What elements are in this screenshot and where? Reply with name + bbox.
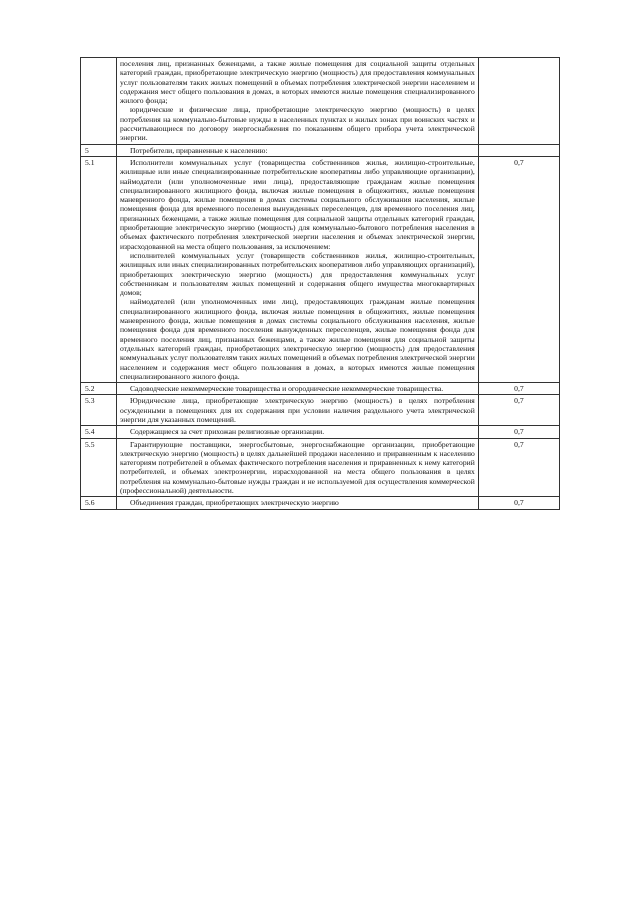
description-paragraph: Содержащиеся за счет прихожан религиозные организации. (129, 427, 325, 437)
description-paragraph: Потребители, приравненные к населению: (129, 145, 268, 155)
row-number: 5.4 (81, 426, 117, 438)
description-paragraph: юридические и физические лица, приобретающие электрическую энергию (мощность) в целях потребления на коммунально-бытовые нужды в населенных пунктах и жилых зонах при воинских частях и рассчитывающиеся по договору энергоснабжения по показаниям общего прибора учета электрической энергии. (119, 105, 475, 143)
row-description (116, 144, 478, 156)
description-paragraph: Юридические лица, приобретающие электрическую энергию (мощность) в целях потребления осужденными в помещениях для их содержания при условии наличия раздельного учета электрической энергии для указанных помещений. (119, 396, 475, 424)
description-paragraph: Исполнители коммунальных услуг (товарищества собственников жилья, жилищно-строительные, жилищные или иные специализированные потребительские кооперативы либо управляющие организации), наймодатели (или уполномоченные ими лица), предоставляющие гражданам жилые помещения специализированного жилищного фонда, включая жилые помещения в общежитиях, жилые помещения маневренного фонда, жилые помещения в домах системы социального обслуживания населения, жилые помещения фонда для временного поселения вынужденных переселенцев, для временного поселения лиц, признанных беженцами, а также жилые помещения для социальной защиты отдельных категорий граждан, приобретающие электрическую энергию (мощность) для коммунально-бытового потребления населения в объемах фактического потребления электрической энергии населения и объемах электрической энергии, израсходованной на места общего пользования, за исключением: (119, 157, 475, 251)
table-row (81, 497, 560, 509)
tariff-table (80, 57, 560, 510)
row-coefficient: 0,7 (478, 156, 559, 382)
table-row (81, 383, 560, 395)
table-row (81, 144, 560, 156)
row-coefficient: 0,7 (478, 426, 559, 438)
table-row (81, 58, 560, 145)
row-description (116, 383, 478, 395)
row-description (116, 426, 478, 438)
table-row (81, 395, 560, 426)
row-description (116, 497, 478, 509)
row-number: 5.6 (81, 497, 117, 509)
row-number: 5 (81, 144, 117, 156)
row-coefficient (478, 144, 559, 156)
row-coefficient (478, 58, 559, 145)
row-coefficient: 0,7 (478, 395, 559, 426)
row-number (81, 58, 117, 145)
description-paragraph: Объединения граждан, приобретающих электрическую энергию (129, 498, 339, 508)
row-coefficient: 0,7 (478, 383, 559, 395)
tariff-table-body (81, 58, 560, 510)
document-page (80, 57, 560, 510)
description-paragraph: исполнителей коммунальных услуг (товариществ собственников жилья, жилищно-строительных, жилищных или иных специализированных потребительских кооперативов либо управляющих организаций), приобретающих электрическую энергию (мощность) для предоставления коммунальных услуг собственникам и пользователям жилых помещений и содержания общего имущества многоквартирных домов; (119, 250, 475, 298)
row-number: 5.2 (81, 383, 117, 395)
description-paragraph: поселения лиц, признанных беженцами, а также жилые помещения для социальной защиты отдельных категорий граждан, приобретающие электрическую энергию (мощность) для предоставления коммунальных услуг пользователям таких жилых помещений в объемах потребления электрической энергии населением и содержания мест общего пользования в домах, в которых имеются жилые помещения специализированного жилого фонда; (119, 59, 475, 106)
description-paragraph: наймодателей (или уполномоченных ими лиц), предоставляющих гражданам жилые помещения специализированного жилищного фонда, включая жилые помещения в общежитиях, жилые помещения маневренного фонда, жилые помещения в домах системы социального обслуживания населения, жилые помещения фонда для временного поселения вынужденных переселенцев, жилые помещения фонда для временного поселения лиц, признанных беженцами, а также жилые помещения для социальной защиты отдельных категорий граждан, приобретающих электрическую энергию (мощность) для предоставления коммунальных услуг пользователям таких жилых помещений в объемах потребления электрической энергии населением и содержания мест общего пользования в домах, в которых имеются жилые помещения специализированного жилого фонда. (119, 297, 475, 381)
row-description (116, 156, 478, 382)
row-coefficient: 0,7 (478, 438, 559, 497)
description-paragraph: Гарантирующие поставщики, энергосбытовые, энергоснабжающие организации, приобретающие электрическую энергию (мощность) в целях дальнейшей продажи населению и приравненным к населению категориям потребителей в объемах фактического потребления населения и приравненных к нему категорий потребителей, и объемах электроэнергии, израсходованной на места общего пользования в целях потребления на коммунально-бытовые нужды граждан и не используемой для осуществления коммерческой (профессиональной) деятельности. (119, 439, 475, 496)
row-number: 5.1 (81, 156, 117, 382)
row-description (116, 438, 478, 497)
row-number: 5.3 (81, 395, 117, 426)
row-description (116, 58, 478, 145)
row-description (116, 395, 478, 426)
row-number: 5.5 (81, 438, 117, 497)
description-paragraph: Садоводческие некоммерческие товарищества и огороднические некоммерческие товарищества. (129, 384, 444, 394)
table-row (81, 426, 560, 438)
table-row (81, 156, 560, 382)
row-coefficient: 0,7 (478, 497, 559, 509)
table-row (81, 438, 560, 497)
